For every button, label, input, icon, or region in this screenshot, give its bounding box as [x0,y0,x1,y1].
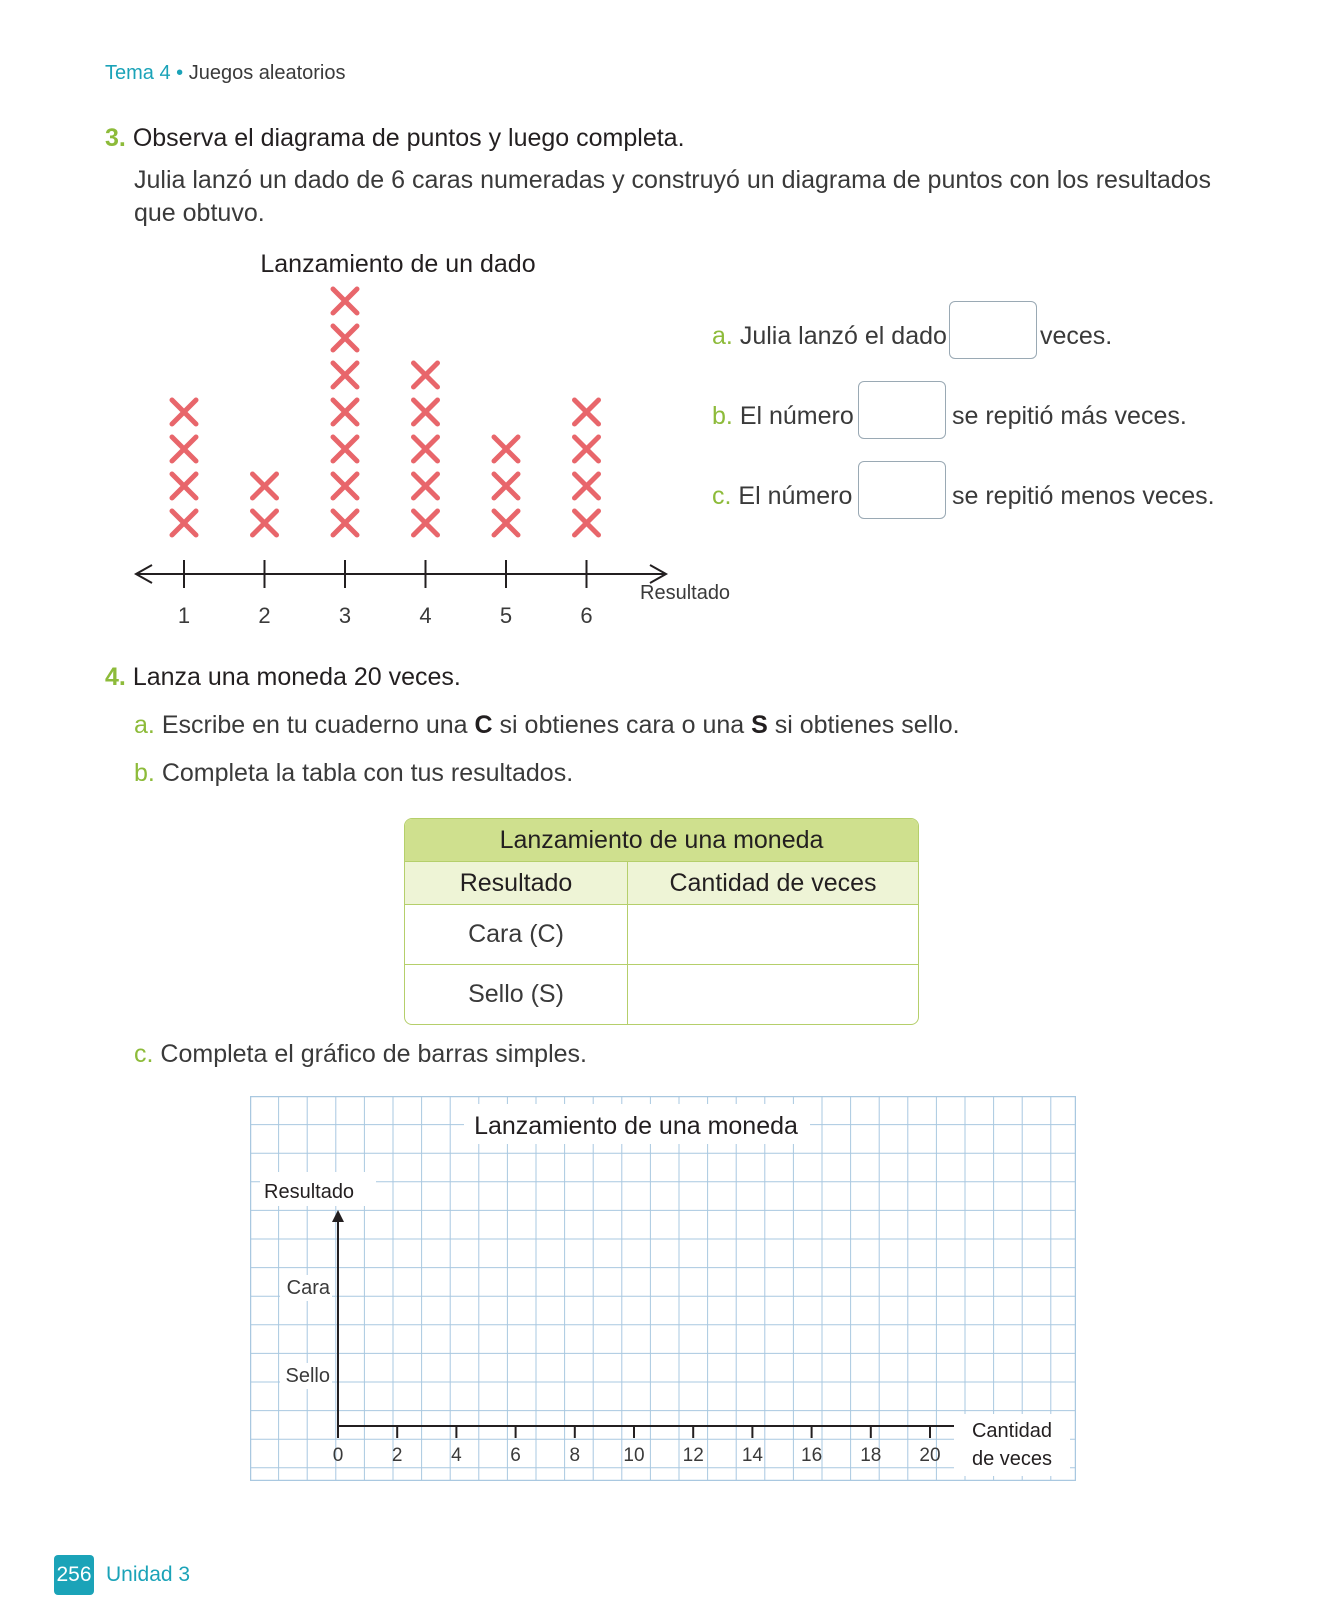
table-cell-result: Cara (C) [405,905,628,965]
dot-plot-x-mark [575,474,599,498]
q3a-before [712,322,947,351]
q4a-bold-s: S [751,711,768,739]
q4-number: 4. [105,663,126,691]
q3b-after: se repitió más veces. [952,402,1187,430]
bar-chart-tick-label: 16 [801,1445,823,1466]
q3c-text: El número [738,482,853,510]
q4c-label: c. [134,1040,154,1068]
bar-chart-tick-label: 4 [451,1445,462,1466]
dot-plot-x-mark [172,400,196,424]
dot-plot-tick-label: 6 [580,603,593,628]
bar-chart-tick-label: 8 [569,1445,581,1466]
dot-plot-x-mark [494,511,518,535]
q3b-text: El número [739,402,854,430]
dot-plot-x-mark [333,326,357,350]
q4c-line [134,1040,587,1069]
q4a-text2: si obtienes cara o una [499,711,745,739]
dice-dot-plot [120,240,740,635]
q3c-before [712,482,852,511]
dot-plot-x-mark [172,511,196,535]
coin-results-table [404,818,919,1025]
dot-plot-tick-label: 5 [499,603,513,628]
dot-plot-xlabel: Resultado [640,582,731,604]
q4-heading [105,663,461,692]
dot-plot-x-mark [414,400,438,424]
q4a-bold-c: C [474,711,493,739]
coin-bar-chart[interactable] [250,1096,1076,1481]
dot-plot-x-mark [414,437,438,461]
dot-plot-x-mark [494,474,518,498]
q3-intro-line1: Julia lanzó un dado de 6 caras numeradas y construyó un diagrama de puntos con los resultados [134,166,1212,194]
q3a-answer-box[interactable] [949,301,1037,359]
q4b-text: Completa la tabla con tus resultados. [161,759,574,787]
q3-intro-line2: que obtuvo. [134,199,265,227]
dot-plot-x-mark [333,400,357,424]
q3-title: Observa el diagrama de puntos y luego completa. [132,124,685,152]
dot-plot-tick-label: 1 [177,603,191,628]
bar-chart-tick-label: 6 [510,1445,521,1466]
dot-plot-x-mark [333,511,357,535]
q3a-text: Julia lanzó el dado [739,322,947,350]
bar-chart-tick-label: 14 [741,1445,763,1466]
page-number-badge: 256 [54,1555,94,1595]
dot-plot-x-mark [414,511,438,535]
bar-chart-title: Lanzamiento de una moneda [474,1112,798,1140]
q4a-line [134,711,960,740]
dot-plot-title: Lanzamiento de un dado [260,250,536,278]
dot-plot-x-mark [575,400,599,424]
q3a-label: a. [712,322,733,350]
bar-chart-tick-label: 18 [860,1445,882,1466]
header-separator: • [176,62,184,84]
q3-heading [105,124,685,153]
q3b-before [712,402,854,431]
bar-chart-category-label: Sello [285,1365,330,1387]
dot-plot-tick-label: 4 [419,603,432,628]
q4a-text1: Escribe en tu cuaderno una [161,711,468,739]
dot-plot-x-mark [575,511,599,535]
table-header-count: Cantidad de veces [628,862,918,905]
dot-plot-x-mark [494,437,518,461]
dot-plot-x-mark [333,363,357,387]
q4a-label: a. [134,711,155,739]
dot-plot-x-mark [414,363,438,387]
bar-chart-category-label: Cara [286,1277,330,1299]
bar-chart-tick-label: 0 [332,1445,344,1466]
dot-plot-x-mark [575,437,599,461]
dot-plot-ticks [178,560,593,628]
theme-label: Tema 4 [105,62,171,84]
bar-chart-tick-label: 20 [919,1445,941,1466]
bar-chart-ylabel: Resultado [264,1181,355,1203]
bar-chart-tick-label: 12 [682,1445,704,1466]
dot-plot-x-mark [333,474,357,498]
bar-chart-categories [280,1275,332,1389]
grid-border [251,1097,1076,1481]
bar-chart-tick-label: 2 [391,1445,403,1466]
page-header [105,62,346,85]
bar-chart-xlabel-line2: de veces [971,1448,1053,1470]
bar-chart-ticks [333,1426,941,1466]
q4c-text: Completa el gráfico de barras simples. [160,1040,587,1068]
q4a-text3: si obtienes sello. [774,711,960,739]
dot-plot-x-mark [414,474,438,498]
q3-number: 3. [105,124,126,152]
dot-plot-tick-label: 3 [338,603,352,628]
q3b-label: b. [712,402,733,430]
dot-plot-x-mark [172,437,196,461]
q3c-answer-box[interactable] [858,461,946,519]
table-caption: Lanzamiento de una moneda [405,819,918,862]
dot-plot-tick-label: 2 [258,603,271,628]
dot-plot-x-mark [253,511,277,535]
bar-chart-tick-label: 10 [623,1445,645,1466]
table-row [405,965,918,1024]
bar-chart-xlabel-line1: Cantidad [971,1420,1053,1442]
dot-plot-x-mark [333,289,357,313]
dot-plot-marks [172,289,599,535]
table-cell-count-input[interactable] [628,965,918,1024]
bar-chart-y-arrow [332,1210,344,1222]
dot-plot-x-mark [172,474,196,498]
table-cell-count-input[interactable] [628,905,918,965]
table-cell-result: Sello (S) [405,965,628,1024]
unit-label: Unidad 3 [106,1563,191,1586]
chart-grid [250,1096,1076,1481]
q4-title: Lanza una moneda 20 veces. [132,663,461,691]
q4b-label: b. [134,759,155,787]
dot-plot-x-mark [253,474,277,498]
q3c-label: c. [712,482,732,510]
q3c-after: se repitió menos veces. [952,482,1215,510]
table-header-result: Resultado [405,862,628,905]
q3a-after: veces. [1040,322,1113,350]
dot-plot-x-mark [333,437,357,461]
theme-topic: Juegos aleatorios [188,62,346,84]
table-row [405,905,918,965]
q3b-answer-box[interactable] [858,381,946,439]
q4b-line [134,759,573,788]
